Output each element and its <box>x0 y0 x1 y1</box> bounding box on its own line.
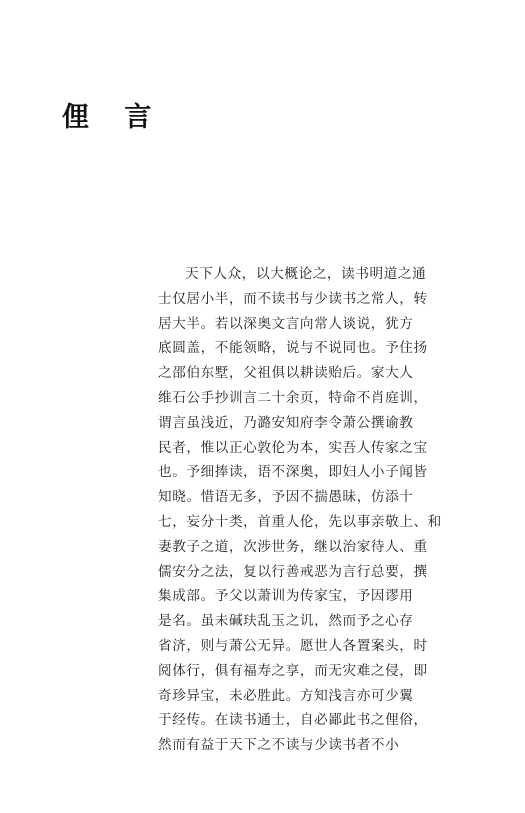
page-title: 俚 言 <box>62 102 165 133</box>
text-line: 然而有益于天下之不读与少读书者不小 <box>158 737 400 754</box>
text-line: 天下人众，以大概论之，读书明道之通 <box>185 266 427 282</box>
text-line: 阅体行，俱有福寿之享，而无灾难之侵，即 <box>158 662 428 679</box>
text-line: 七，妄分十类，首重人伦，先以事亲敬上、和 <box>158 513 442 530</box>
text-line: 底圆盖，不能领略，说与不说同也。予住扬 <box>158 340 428 357</box>
text-line: 维石公手抄训言二十余页，特命不肖庭训， <box>158 389 428 406</box>
text-line: 也。予细捧读，语不深奥，即妇人小子闻皆 <box>158 464 428 481</box>
text-line: 士仅居小半，而不读书与少读书之常人，转 <box>158 290 428 307</box>
text-line: 奇珍异宝，未必胜此。方知浅言亦可少翼 <box>158 687 414 704</box>
text-line: 是名。虽未碱玞乱玉之讥，然而予之心存 <box>158 613 414 630</box>
text-line: 妻教子之道，次涉世务，继以治家待人、重 <box>158 538 428 555</box>
text-line: 集成部。予父以萧训为传家宝，予因谬用 <box>158 588 414 605</box>
text-line: 于经传。在读书通士，自必鄙此书之俚俗， <box>158 712 428 729</box>
text-line: 民者，惟以正心敦伦为本，实吾人传家之宝 <box>158 439 428 456</box>
text-line: 之邵伯东墅，父祖俱以耕读贻后。家大人 <box>158 365 414 382</box>
text-line: 居大半。若以深奥文言向常人谈说，犹方 <box>158 315 414 332</box>
text-line: 谓言虽浅近，乃潞安知府李令萧公撰谕教 <box>158 414 414 431</box>
text-line: 省济，则与萧公无异。愿世人各置案头，时 <box>158 637 428 654</box>
preface-paragraph <box>158 262 458 758</box>
text-line: 知晓。惜语无多，予因不揣愚昧，仿添十 <box>158 489 414 506</box>
text-line: 儒安分之法，复以行善戒恶为言行总要，撰 <box>158 563 428 580</box>
